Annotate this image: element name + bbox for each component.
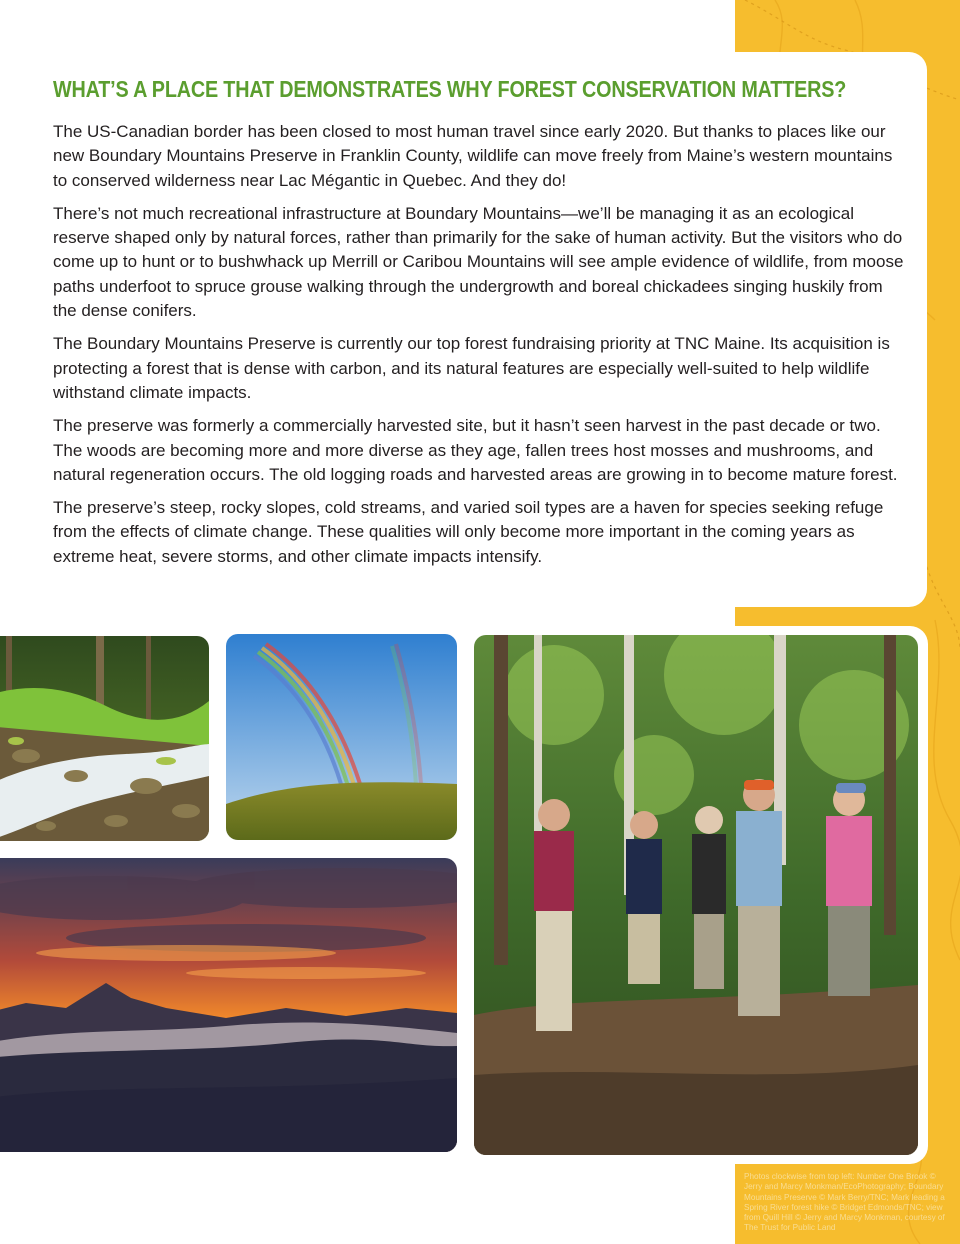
hikers-photo-image xyxy=(474,635,918,1155)
paragraph-3: The Boundary Mountains Preserve is currently our top forest fundraising priority at TNC Maine. Its acquisition is protecting a forest that is dense with carbon, and its natural features are especially well-suited to help wildlife withstand climate impacts. xyxy=(53,334,890,402)
paragraph-1: The US-Canadian border has been closed to most human travel since early 2020. But thanks to places like our new Boundary Mountains Preserve in Franklin County, wildlife can move freely from Maine’s western mountains to conserved wilderness near Lac Mégantic in Quebec. And they do! xyxy=(53,122,893,190)
stream-photo xyxy=(0,636,209,841)
sunset-photo-image xyxy=(0,858,457,1152)
rainbow-photo xyxy=(226,634,457,840)
section-heading: WHAT’S A PLACE THAT DEMONSTRATES WHY FOREST CONSERVATION MATTERS? xyxy=(53,76,847,102)
hikers-photo xyxy=(474,635,918,1155)
rainbow-photo-image xyxy=(226,634,457,840)
stream-photo-image xyxy=(0,636,209,841)
sunset-photo xyxy=(0,858,457,1152)
article-body xyxy=(53,120,905,578)
paragraph-5: The preserve’s steep, rocky slopes, cold streams, and varied soil types are a haven for species seeking refuge from the effects of climate change. These qualities will only become more important in the coming years as extreme heat, severe storms, and other climate impacts intensify. xyxy=(53,498,884,566)
paragraph-4: The preserve was formerly a commercially harvested site, but it hasn’t seen harvest in the past decade or two. The woods are becoming more and more diverse as they age, fallen trees host mosses and mushrooms, and natural regeneration occurs. The old logging roads and harvested areas are growing in to become mature forest. xyxy=(53,416,898,484)
paragraph-2: There’s not much recreational infrastructure at Boundary Mountains—we’ll be managing it as an ecological reserve shaped only by natural forces, rather than primarily for the sake of human activity. But the visitors who do come up to hunt or to bushwhack up Merrill or Caribou Mountains will see ample evidence of wildlife, from moose paths underfoot to spruce grouse walking through the undergrowth and boreal chickadees singing huskily from the dense conifers. xyxy=(53,203,904,321)
photo-credits: Photos clockwise from top left: Number One Brook © Jerry and Marcy Monkman/EcoPhotography; Boundary Mountains Preserve © Mark Berry/TNC; Mark leading a Spring River forest hike © Bridget Edmonds/TNC; view from Quill Hill © Jerry and Marcy Monkman, courtesy of The Trust for Public Land xyxy=(744,1172,945,1233)
